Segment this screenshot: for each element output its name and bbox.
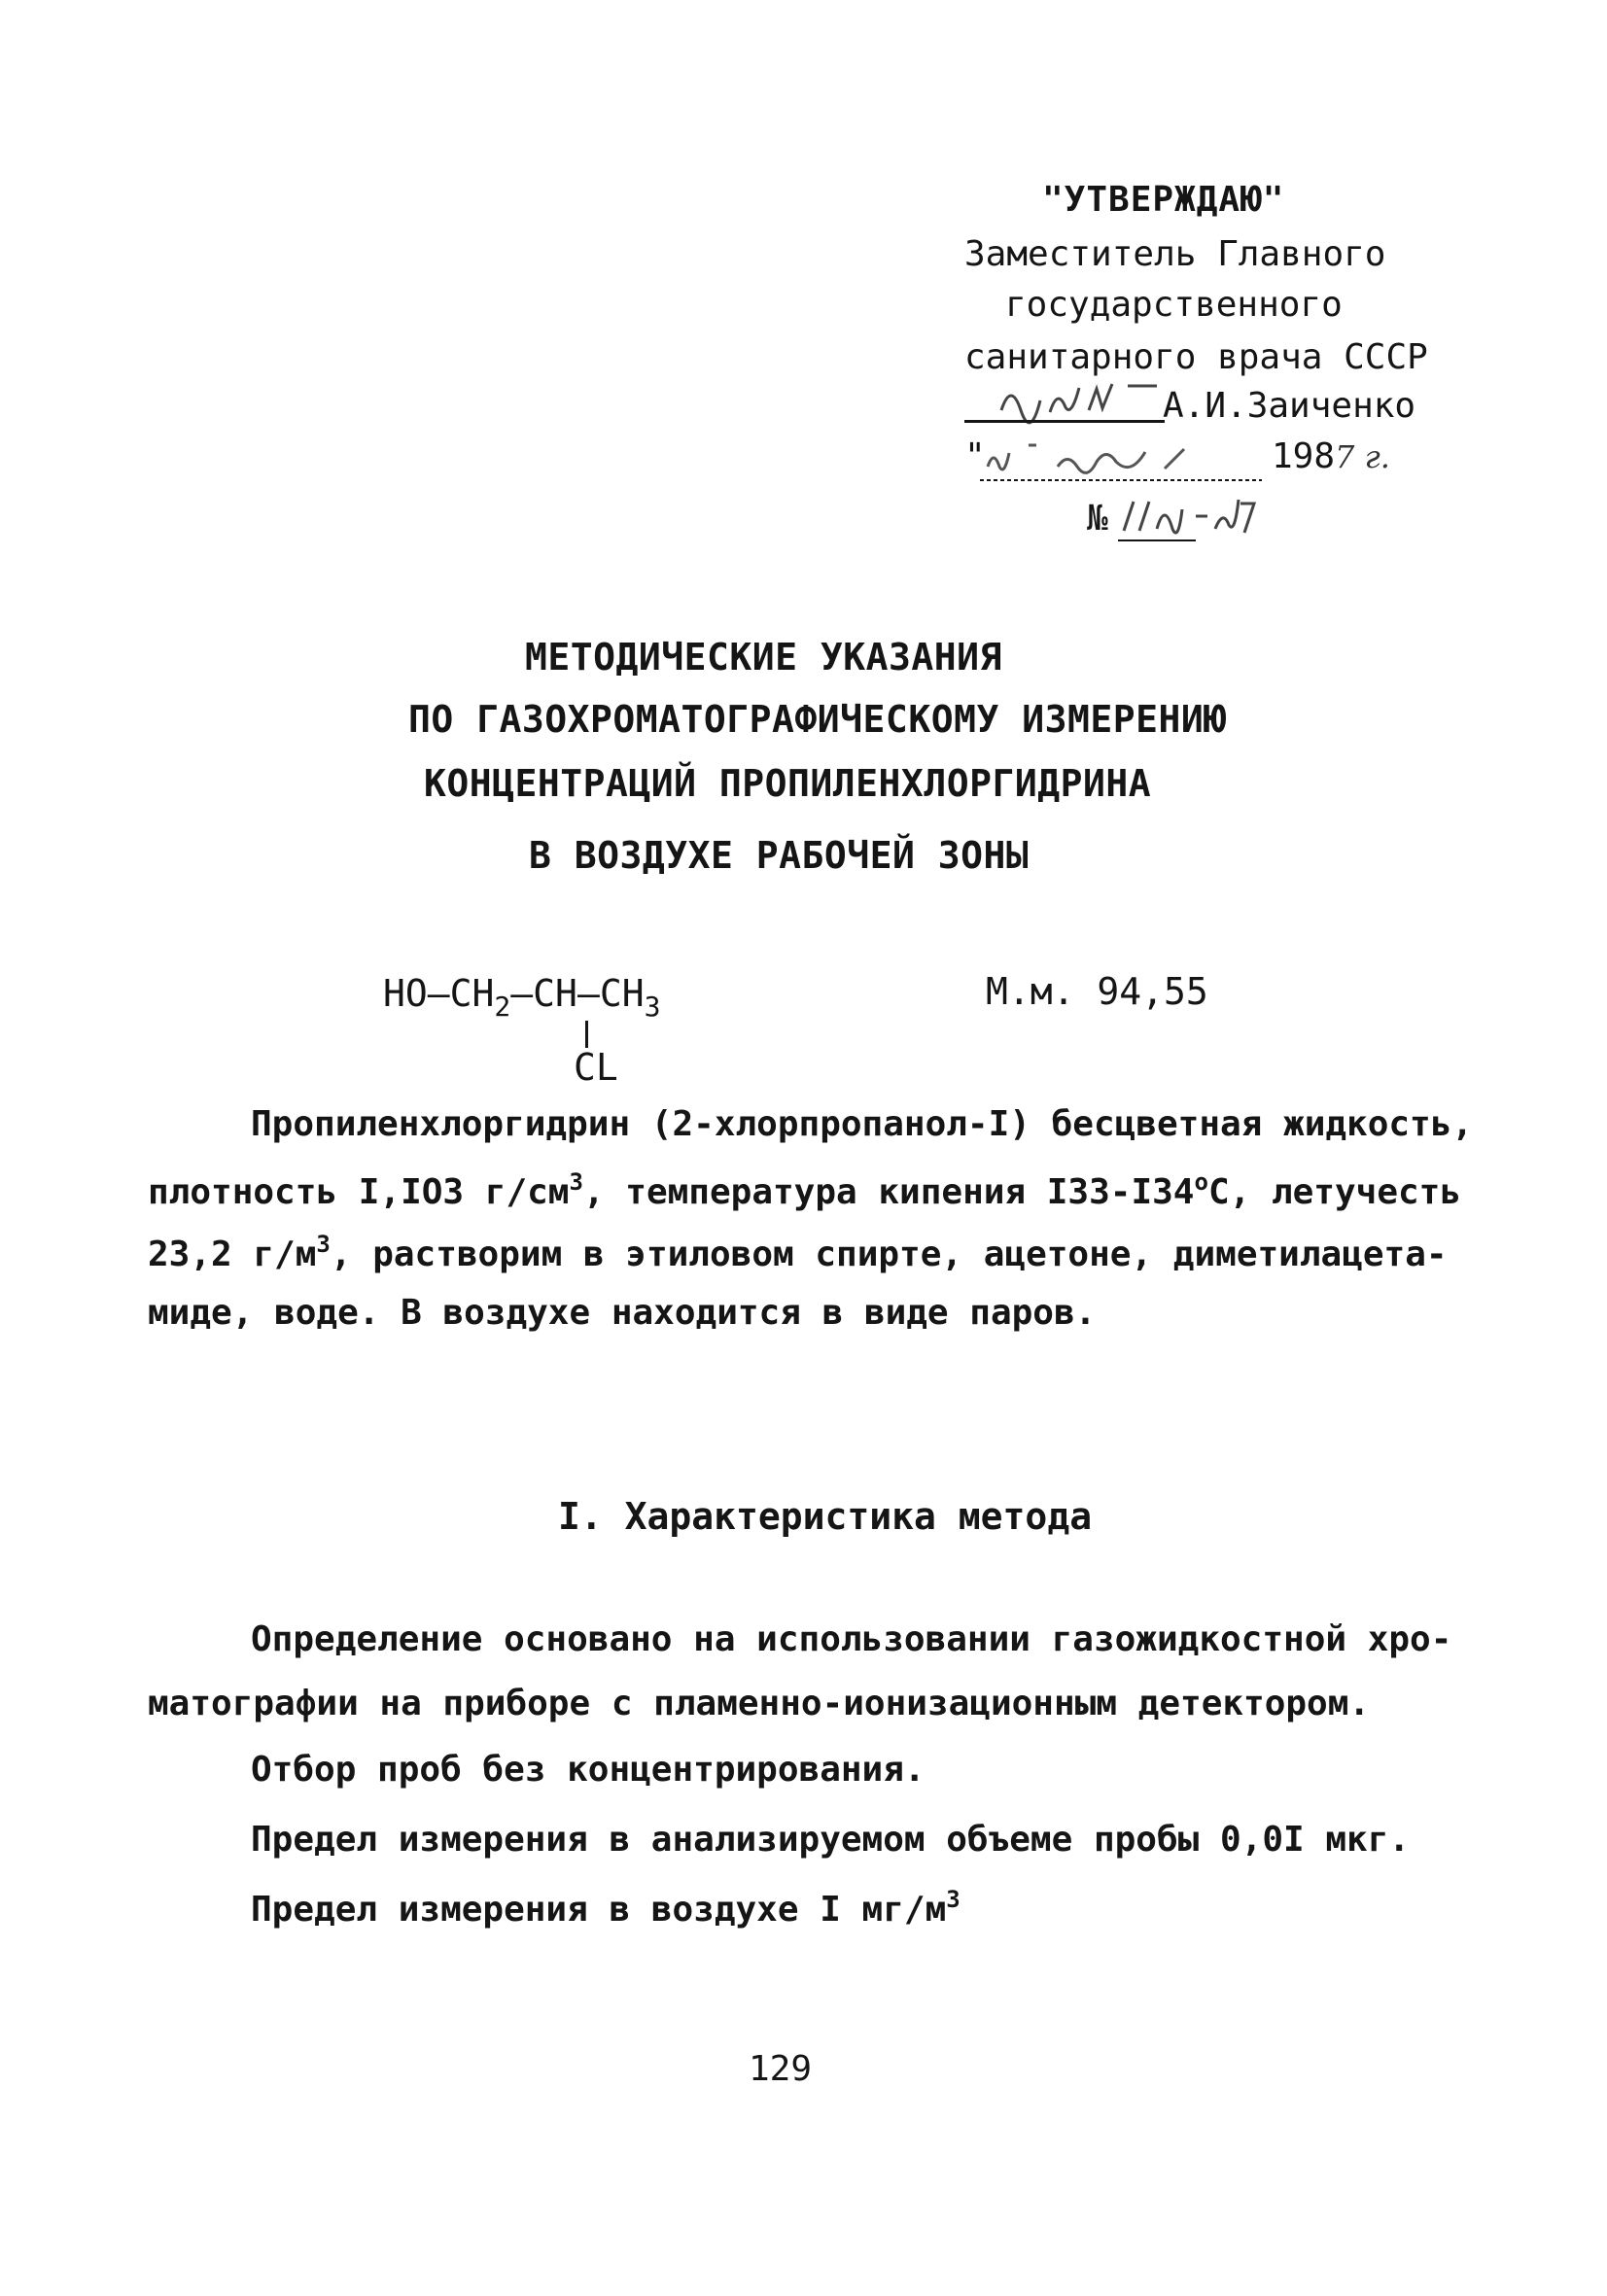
- signer-name: А.И.Заиченко: [1163, 386, 1416, 426]
- formula-bond: [585, 1021, 588, 1048]
- approval-line-1: Заместитель Главного: [964, 234, 1386, 274]
- title-line-1: МЕТОДИЧЕСКИЕ УКАЗАНИЯ: [525, 636, 1002, 678]
- formula-ch2: CH: [449, 972, 495, 1015]
- approval-heading: "УТВЕРЖДАЮ": [1042, 180, 1285, 220]
- section-p4: Предел измерения в воздухе I $мг/м^3$: [251, 1886, 961, 1930]
- section-heading: I. Характеристика метода: [558, 1495, 1093, 1538]
- number-sign: №: [1087, 499, 1108, 539]
- date-year: 198: [1272, 436, 1336, 476]
- page-number: 129: [749, 2049, 813, 2089]
- molar-mass: М.м. 94,55: [986, 970, 1208, 1013]
- section-p3: Предел измерения в анализируемом объеме пробы 0,0I мкг.: [251, 1820, 1411, 1860]
- title-line-2: ПО ГАЗОХРОМАТОГРАФИЧЕСКОМУ ИЗМЕРЕНИЮ: [408, 698, 1227, 741]
- formula-ho: HO: [383, 972, 428, 1015]
- approval-line-3: санитарного врача СССР: [964, 337, 1428, 377]
- description-line-4: миде, воде. В воздухе находится в виде паров.: [148, 1293, 1097, 1333]
- title-line-4: В ВОЗДУХЕ РАБОЧЕЙ ЗОНЫ: [529, 834, 1030, 877]
- description-line-1: Пропиленхлоргидрин (2-хлорпропанол-I) бесцветная жидкость,: [251, 1104, 1474, 1144]
- document-page: "УТВЕРЖДАЮ" Заместитель Главного государственного санитарного врача СССР А.И.Заиченко " 1987 г. № МЕТОДИЧЕСКИЕ УКАЗАНИЯ ПО ГАЗОХРОМАТОГРАФИЧЕСКОМУ ИЗМЕРЕНИЮ КОНЦЕНТРАЦИЙ ПРОПИЛЕНХЛОРГИДРИНА В ВОЗДУХЕ РАБОЧЕЙ ЗОНЫ $HO—CH_2—CH—CH_3$ CL М.м. 94,55 Пропиленхлоргидрин (2-хлорпропанол-I) бесцветная жидкость, плотность I,IO3 $г/см^3$, температура кипения I33-I34$^o$C, летучесть 23,2 $г/м^3$, растворим в этиловом спирте, ацетоне, диметилацета- миде, воде. В воздухе находится в виде паров. I. Характеристика метода Определение основано на использовании газожидкостной хро- матографии на приборе с пламенно-ионизационным детектором. Отбор проб без концентрирования. Предел измерения в анализируемом объеме пробы 0,0I мкг. Предел измерения в воздухе I $мг/м^3$ 129: [0, 0, 1607, 2296]
- formula-ch3: CH: [599, 972, 645, 1015]
- description-line-3: 23,2 $г/м^3$, растворим в этиловом спирте, ацетоне, диметилацета-: [148, 1231, 1448, 1274]
- handwritten-date: [980, 437, 1272, 486]
- section-p1-line-2: матографии на приборе с пламенно-ионизационным детектором.: [148, 1684, 1371, 1723]
- description-line-2: плотность I,IO3 $г/см^3$, температура кипения I33-I34$^o$C, летучесть: [148, 1168, 1462, 1212]
- formula-ch: CH: [533, 972, 577, 1015]
- section-p1-line-1: Определение основано на использовании газожидкостной хро-: [251, 1619, 1452, 1659]
- title-line-3: КОНЦЕНТРАЦИЙ ПРОПИЛЕНХЛОРГИДРИНА: [424, 762, 1152, 805]
- approval-line-2: государственного: [1005, 285, 1343, 325]
- formula-cl: CL: [574, 1046, 618, 1089]
- section-p2: Отбор проб без концентрирования.: [251, 1750, 926, 1790]
- handwritten-number: [1118, 492, 1283, 544]
